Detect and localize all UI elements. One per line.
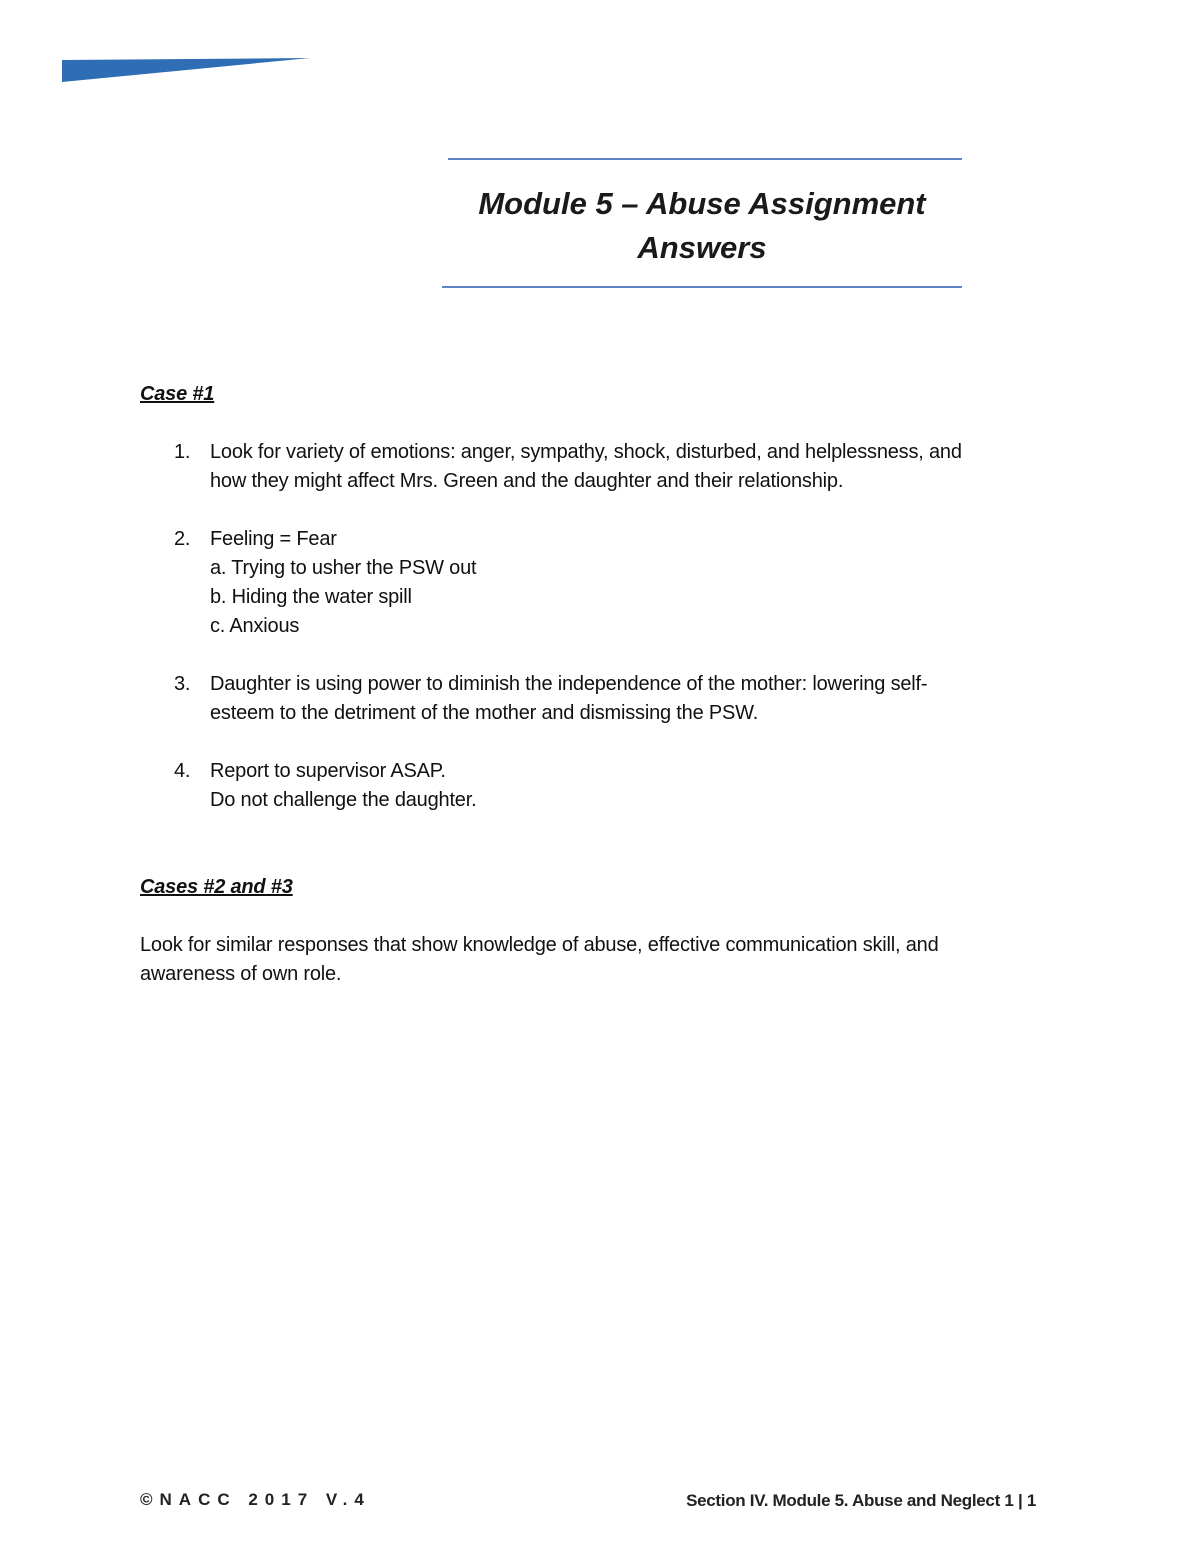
paragraph-line: Look for similar responses that show knowledge of abuse, effective communication skill, and [140,934,939,956]
title-rule-bottom [442,286,962,288]
answer-line: b. Hiding the water spill [210,586,412,608]
answer-line: Feeling = Fear [210,528,337,550]
document-body [140,380,1060,989]
footer-copyright: ©NACC 2017 V.4 [140,1490,371,1509]
answer-item [140,670,1060,728]
logo-bar [62,58,310,82]
case1-heading: Case #1 [140,383,215,405]
answer-number: 1. [174,441,191,463]
answer-line: c. Anxious [210,615,300,637]
title-line-2: Answers [637,230,767,265]
answer-line: a. Trying to usher the PSW out [210,557,477,579]
answer-item [140,525,1060,641]
answer-line: esteem to the detriment of the mother and dismissing the PSW. [210,702,759,724]
footer-page-info: Section IV. Module 5. Abuse and Neglect 1 | 1 [686,1491,1036,1510]
answer-line: Report to supervisor ASAP. [210,760,446,782]
answer-item [140,438,1060,496]
answer-line: Do not challenge the daughter. [210,789,477,811]
answer-line: how they might affect Mrs. Green and the daughter and their relationship. [210,470,844,492]
title-block [442,158,962,290]
answer-item [140,757,1060,815]
case2-heading: Cases #2 and #3 [140,876,293,898]
answer-line: Look for variety of emotions: anger, sympathy, shock, disturbed, and helplessness, and [210,441,962,463]
case2-paragraph [140,931,1040,989]
answer-line: Daughter is using power to diminish the independence of the mother: lowering self- [210,673,928,695]
case1-answer-list [140,438,1060,815]
page-title [442,182,962,270]
answer-number: 3. [174,673,191,695]
answer-number: 4. [174,760,191,782]
title-rule-top [448,158,962,160]
paragraph-line: awareness of own role. [140,963,342,985]
answer-number: 2. [174,528,191,550]
title-line-1: Module 5 – Abuse Assignment [478,186,926,221]
